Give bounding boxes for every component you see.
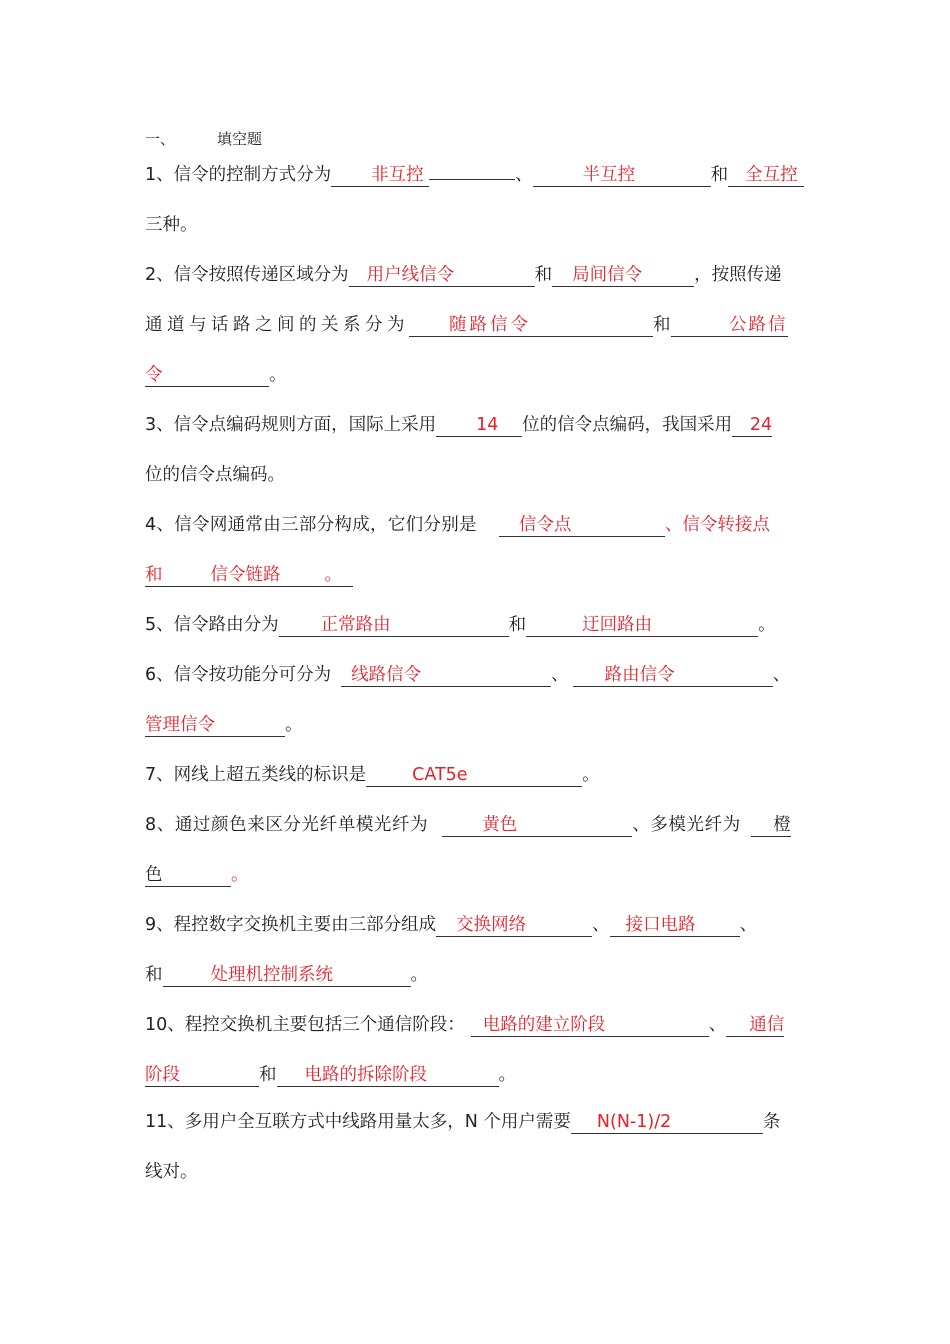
separator: 和 xyxy=(145,965,163,985)
answer-text: 24 xyxy=(749,415,773,435)
punctuation: 。 xyxy=(269,365,287,385)
separator: 和 xyxy=(508,615,527,635)
section-title: 填空题 xyxy=(217,130,263,148)
question-6-line-1 xyxy=(145,663,807,687)
punctuation: 。 xyxy=(410,965,428,985)
separator: 、 xyxy=(664,515,683,535)
answer-text: 管理信令 xyxy=(145,715,215,735)
question-11-line-2 xyxy=(145,1160,807,1184)
separator: 、 xyxy=(739,915,758,935)
separator: 、 xyxy=(772,665,791,685)
question-text: 11、多用户全互联方式中线路用量太多，N 个用户需要 xyxy=(145,1112,571,1132)
question-text: 6、信令按功能分可分为 xyxy=(145,665,332,685)
separator: 和 xyxy=(710,165,729,185)
answer-blank xyxy=(331,164,429,187)
answer-text: 橙 xyxy=(773,815,791,835)
question-text: 线对。 xyxy=(145,1162,198,1182)
answer-text: 线路信令 xyxy=(351,665,422,685)
question-text: ，按照传递 xyxy=(694,265,782,285)
question-text: 3、信令点编码规则方面，国际上采用 xyxy=(145,415,437,435)
question-5 xyxy=(145,613,807,637)
punctuation: 。 xyxy=(285,715,303,735)
question-text: 2、信令按照传递区域分为 xyxy=(145,265,349,285)
answer-blank xyxy=(751,814,791,837)
separator: 、 xyxy=(551,665,569,685)
answer-blank xyxy=(145,1064,259,1087)
question-10-line-2 xyxy=(145,1063,807,1087)
answer-text: 接口电路 xyxy=(625,915,696,935)
answer-text: CAT5e xyxy=(412,765,468,785)
answer-blank xyxy=(163,964,411,987)
answer-blank xyxy=(436,414,522,437)
question-10-line-1 xyxy=(145,1013,807,1037)
answer-blank xyxy=(145,864,231,887)
answer-blank xyxy=(573,664,773,687)
question-text: 9、程控数字交换机主要由三部分组成 xyxy=(145,915,437,935)
punctuation: 。 xyxy=(582,765,600,785)
separator: 和 xyxy=(259,1065,277,1085)
separator: 和 xyxy=(145,565,163,585)
answer-blank xyxy=(732,414,772,437)
separator: 、 xyxy=(708,1015,727,1035)
answer-blank xyxy=(366,764,582,787)
answer-text: 交换网络 xyxy=(456,915,527,935)
answer-blank xyxy=(409,314,653,337)
question-4-line-2 xyxy=(145,563,807,587)
question-text: 、多模光纤为 xyxy=(632,815,741,835)
punctuation: 。 xyxy=(231,865,249,885)
answer-text: 信令链路 xyxy=(210,565,281,585)
answer-blank xyxy=(533,164,711,187)
question-text: 10、程控交换机主要包括三个通信阶段： xyxy=(145,1015,465,1035)
question-3-line-2 xyxy=(145,463,807,487)
question-text: 8、通过颜色来区分光纤单模光纤为 xyxy=(145,815,429,835)
answer-blank xyxy=(442,814,632,837)
question-8-line-1 xyxy=(145,813,807,837)
answer-blank xyxy=(145,564,353,587)
answer-blank xyxy=(277,1064,499,1087)
answer-blank xyxy=(436,914,592,937)
answer-blank xyxy=(728,164,804,187)
answer-blank xyxy=(726,1014,784,1037)
question-1-line-2 xyxy=(145,213,807,237)
answer-blank xyxy=(349,264,535,287)
question-text: 条 xyxy=(762,1112,781,1132)
answer-text: 处理机控制系统 xyxy=(210,965,333,985)
answer-blank xyxy=(571,1111,763,1134)
answer-blank xyxy=(279,614,509,637)
answer-text: 阶段 xyxy=(145,1065,180,1085)
answer-text: 黄色 xyxy=(482,815,518,835)
question-text: 7、网线上超五类线的标识是 xyxy=(145,765,367,785)
answer-text: 公路信 xyxy=(729,315,788,335)
question-8-line-2 xyxy=(145,863,807,887)
answer-text: 电路的建立阶段 xyxy=(482,1015,606,1035)
answer-text: 全互控 xyxy=(745,165,798,185)
question-text: 位的信令点编码。 xyxy=(145,465,285,485)
answer-blank xyxy=(145,714,285,737)
question-text: 1、信令的控制方式分为 xyxy=(145,165,332,185)
separator: 、 xyxy=(592,915,610,935)
answer-text: 正常路由 xyxy=(320,615,391,635)
answer-text: 局间信令 xyxy=(572,265,643,285)
answer-blank xyxy=(145,364,269,387)
answer-blank xyxy=(552,264,694,287)
answer-text: 用户线信令 xyxy=(366,265,455,285)
answer-blank xyxy=(341,664,551,687)
question-9-line-1 xyxy=(145,913,807,937)
question-text: 三种。 xyxy=(145,215,198,235)
section-heading xyxy=(145,128,262,150)
answer-blank xyxy=(610,914,740,937)
separator: 、 xyxy=(515,165,533,185)
punctuation: 。 xyxy=(758,615,776,635)
answer-text: 信令点 xyxy=(518,515,572,535)
question-7 xyxy=(145,763,807,787)
answer-text: 通信 xyxy=(749,1015,785,1035)
question-2-line-2 xyxy=(145,313,807,337)
answer-text: 信令转接点 xyxy=(682,515,770,535)
answer-text: 色 xyxy=(145,865,163,885)
answer-blank xyxy=(526,614,758,637)
answer-text: 电路的拆除阶段 xyxy=(304,1065,427,1085)
answer-text: 迂回路由 xyxy=(582,615,653,635)
question-3-line-1 xyxy=(145,413,807,437)
answer-text: 随路信令 xyxy=(449,315,531,335)
answer-text: 令 xyxy=(145,365,163,385)
answer-text: 14 xyxy=(476,415,499,435)
question-11-line-1 xyxy=(145,1110,807,1134)
separator: 和 xyxy=(653,315,671,335)
punctuation: 。 xyxy=(498,1065,516,1085)
answer-text: 非互控 xyxy=(371,165,424,185)
question-9-line-2 xyxy=(145,963,807,987)
question-2-line-3 xyxy=(145,363,807,387)
answer-text: N(N-1)/2 xyxy=(596,1112,672,1132)
punctuation: 。 xyxy=(324,565,342,585)
answer-text: 路由信令 xyxy=(604,665,675,685)
question-text: 5、信令路由分为 xyxy=(145,615,279,635)
answer-blank xyxy=(671,314,788,337)
question-text: 位的信令点编码，我国采用 xyxy=(522,415,733,435)
question-6-line-2 xyxy=(145,713,807,737)
question-2-line-1 xyxy=(145,263,807,287)
question-text: 通道与话路之间的关系分为 xyxy=(145,315,409,335)
separator: 和 xyxy=(534,265,553,285)
question-text: 4、信令网通常由三部分构成，它们分别是 xyxy=(145,515,477,535)
question-1-line-1 xyxy=(145,163,807,187)
answer-blank xyxy=(499,514,665,537)
answer-text: 半互控 xyxy=(582,165,636,185)
answer-blank xyxy=(471,1014,709,1037)
section-number: 一、 xyxy=(145,130,176,148)
question-4-line-1 xyxy=(145,513,807,537)
